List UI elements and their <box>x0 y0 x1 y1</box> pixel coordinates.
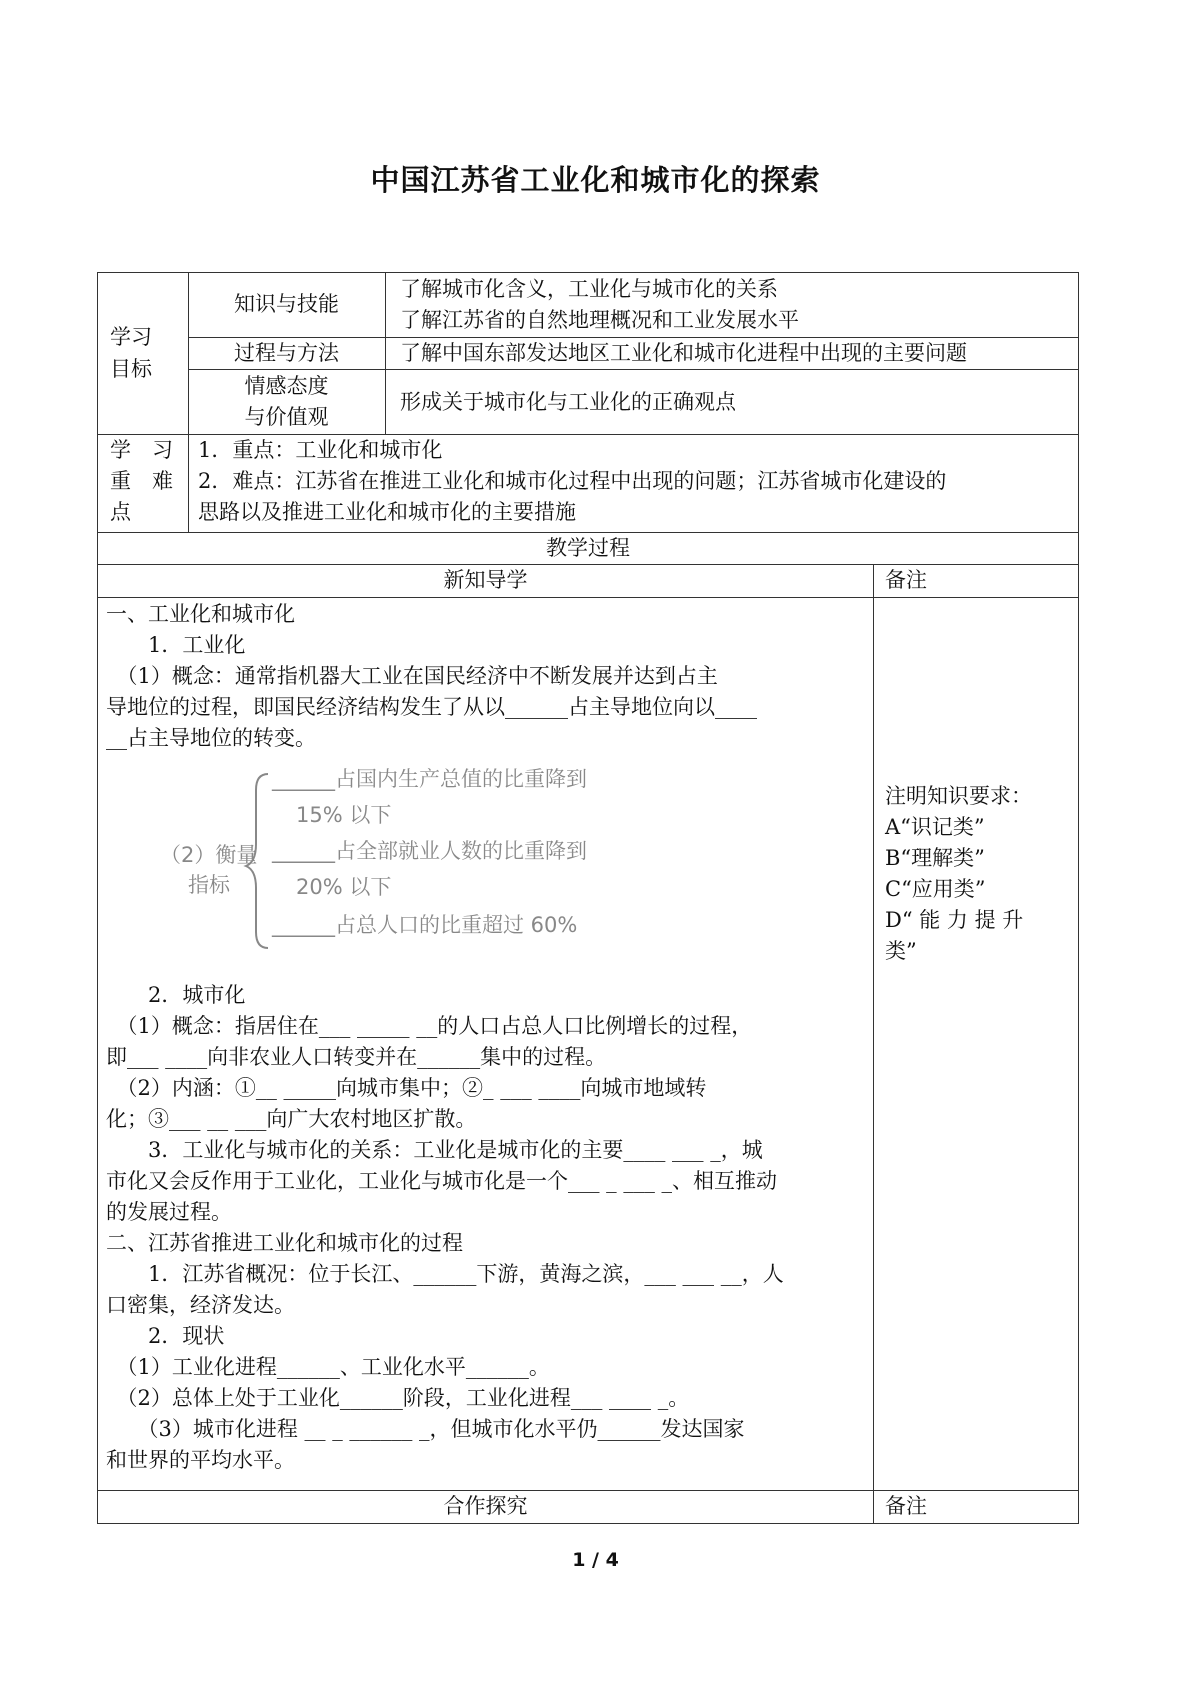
diagram-row-1: ______占国内生产总值的比重降到 <box>272 767 587 791</box>
page-title: 中国江苏省工业化和城市化的探索 <box>370 163 821 197</box>
page-number: 1 / 4 <box>572 1549 619 1571</box>
diagram-row-4: 20% 以下 <box>296 875 392 899</box>
teaching-process-header: 教学过程 <box>546 536 630 560</box>
objectives-label: 学习 目标 <box>110 325 152 381</box>
diagram-row-5: ______占总人口的比重超过 60% <box>272 913 578 937</box>
key-points-label: 学 习 重 难 点 <box>110 438 173 524</box>
diagram-label-1: （2）衡量 <box>160 843 258 867</box>
diagram-row-3: ______占全部就业人数的比重降到 <box>272 839 587 863</box>
diagram-label-2: 指标 <box>188 873 230 897</box>
emotion-values-label: 情感态度 与价值观 <box>244 374 329 429</box>
diagram-row-2: 15% 以下 <box>296 803 392 827</box>
knowledge-skills-label: 知识与技能 <box>234 292 339 316</box>
indicator-diagram <box>160 762 680 957</box>
knowledge-skills-text: 了解城市化含义，工业化与城市化的关系 了解江苏省的自然地理概况和工业发展水平 <box>400 277 799 332</box>
key-points-text: 1．重点：工业化和城市化 2．难点：江苏省在推进工业化和城市化过程中出现的问题；江苏省城市化建设的 思路以及推进工业化和城市化的主要措施 <box>198 438 947 524</box>
cooperation-header: 合作探究 <box>443 1494 528 1518</box>
process-method-label: 过程与方法 <box>234 341 339 365</box>
remarks-note: 注明知识要求： A“识记类” B“理解类” C“应用类” D“ 能 力 提 升 类” <box>885 784 1032 963</box>
process-method-text: 了解中国东部发达地区工业化和城市化进程中出现的主要问题 <box>400 341 967 365</box>
content-intro: 一、工业化和城市化 1．工业化 （1）概念：通常指机器大工业在国民经济中不断发展并达到占主 导地位的过程，即国民经济结构发生了从以______占主导地位向以____ __占主导地位的转变。 <box>106 602 757 750</box>
content-body: 2．城市化 （1）概念：指居住在___ _____ __的人口占总人口比例增长的过程， 即___ ____向非农业人口转变并在______集中的过程。 （2）内涵：①__ _____向城市集中；②_ ___ ____向城市地域转 化；③___ __ ___向广大农村地区扩散。 3．工业化与城市化的关系：工业化是城市化的主要____ ___ _，城 市化又会反作用于工业化，工业化与城市化是一个___ _ ___ _、相互推动 的发展过程。 二、江苏省推进工业化和城市化的过程 1．江苏省概况：位于长江、______下游，黄海之滨，___ ___ __，人 口密集，经济发达。 2．现状 （1）工业化进程______、工业化水平______。 （2）总体上处于工业化______阶段，工业化进程___ ____ _。 （3）城市化进程 __ _ ______ _，但城市化水平仍______发达国家 和世界的平均水平。 <box>106 983 784 1472</box>
remarks-header: 备注 <box>885 568 927 592</box>
new-knowledge-header: 新知导学 <box>443 568 528 592</box>
emotion-values-text: 形成关于城市化与工业化的正确观点 <box>400 390 736 414</box>
remarks-header-2: 备注 <box>885 1494 927 1518</box>
